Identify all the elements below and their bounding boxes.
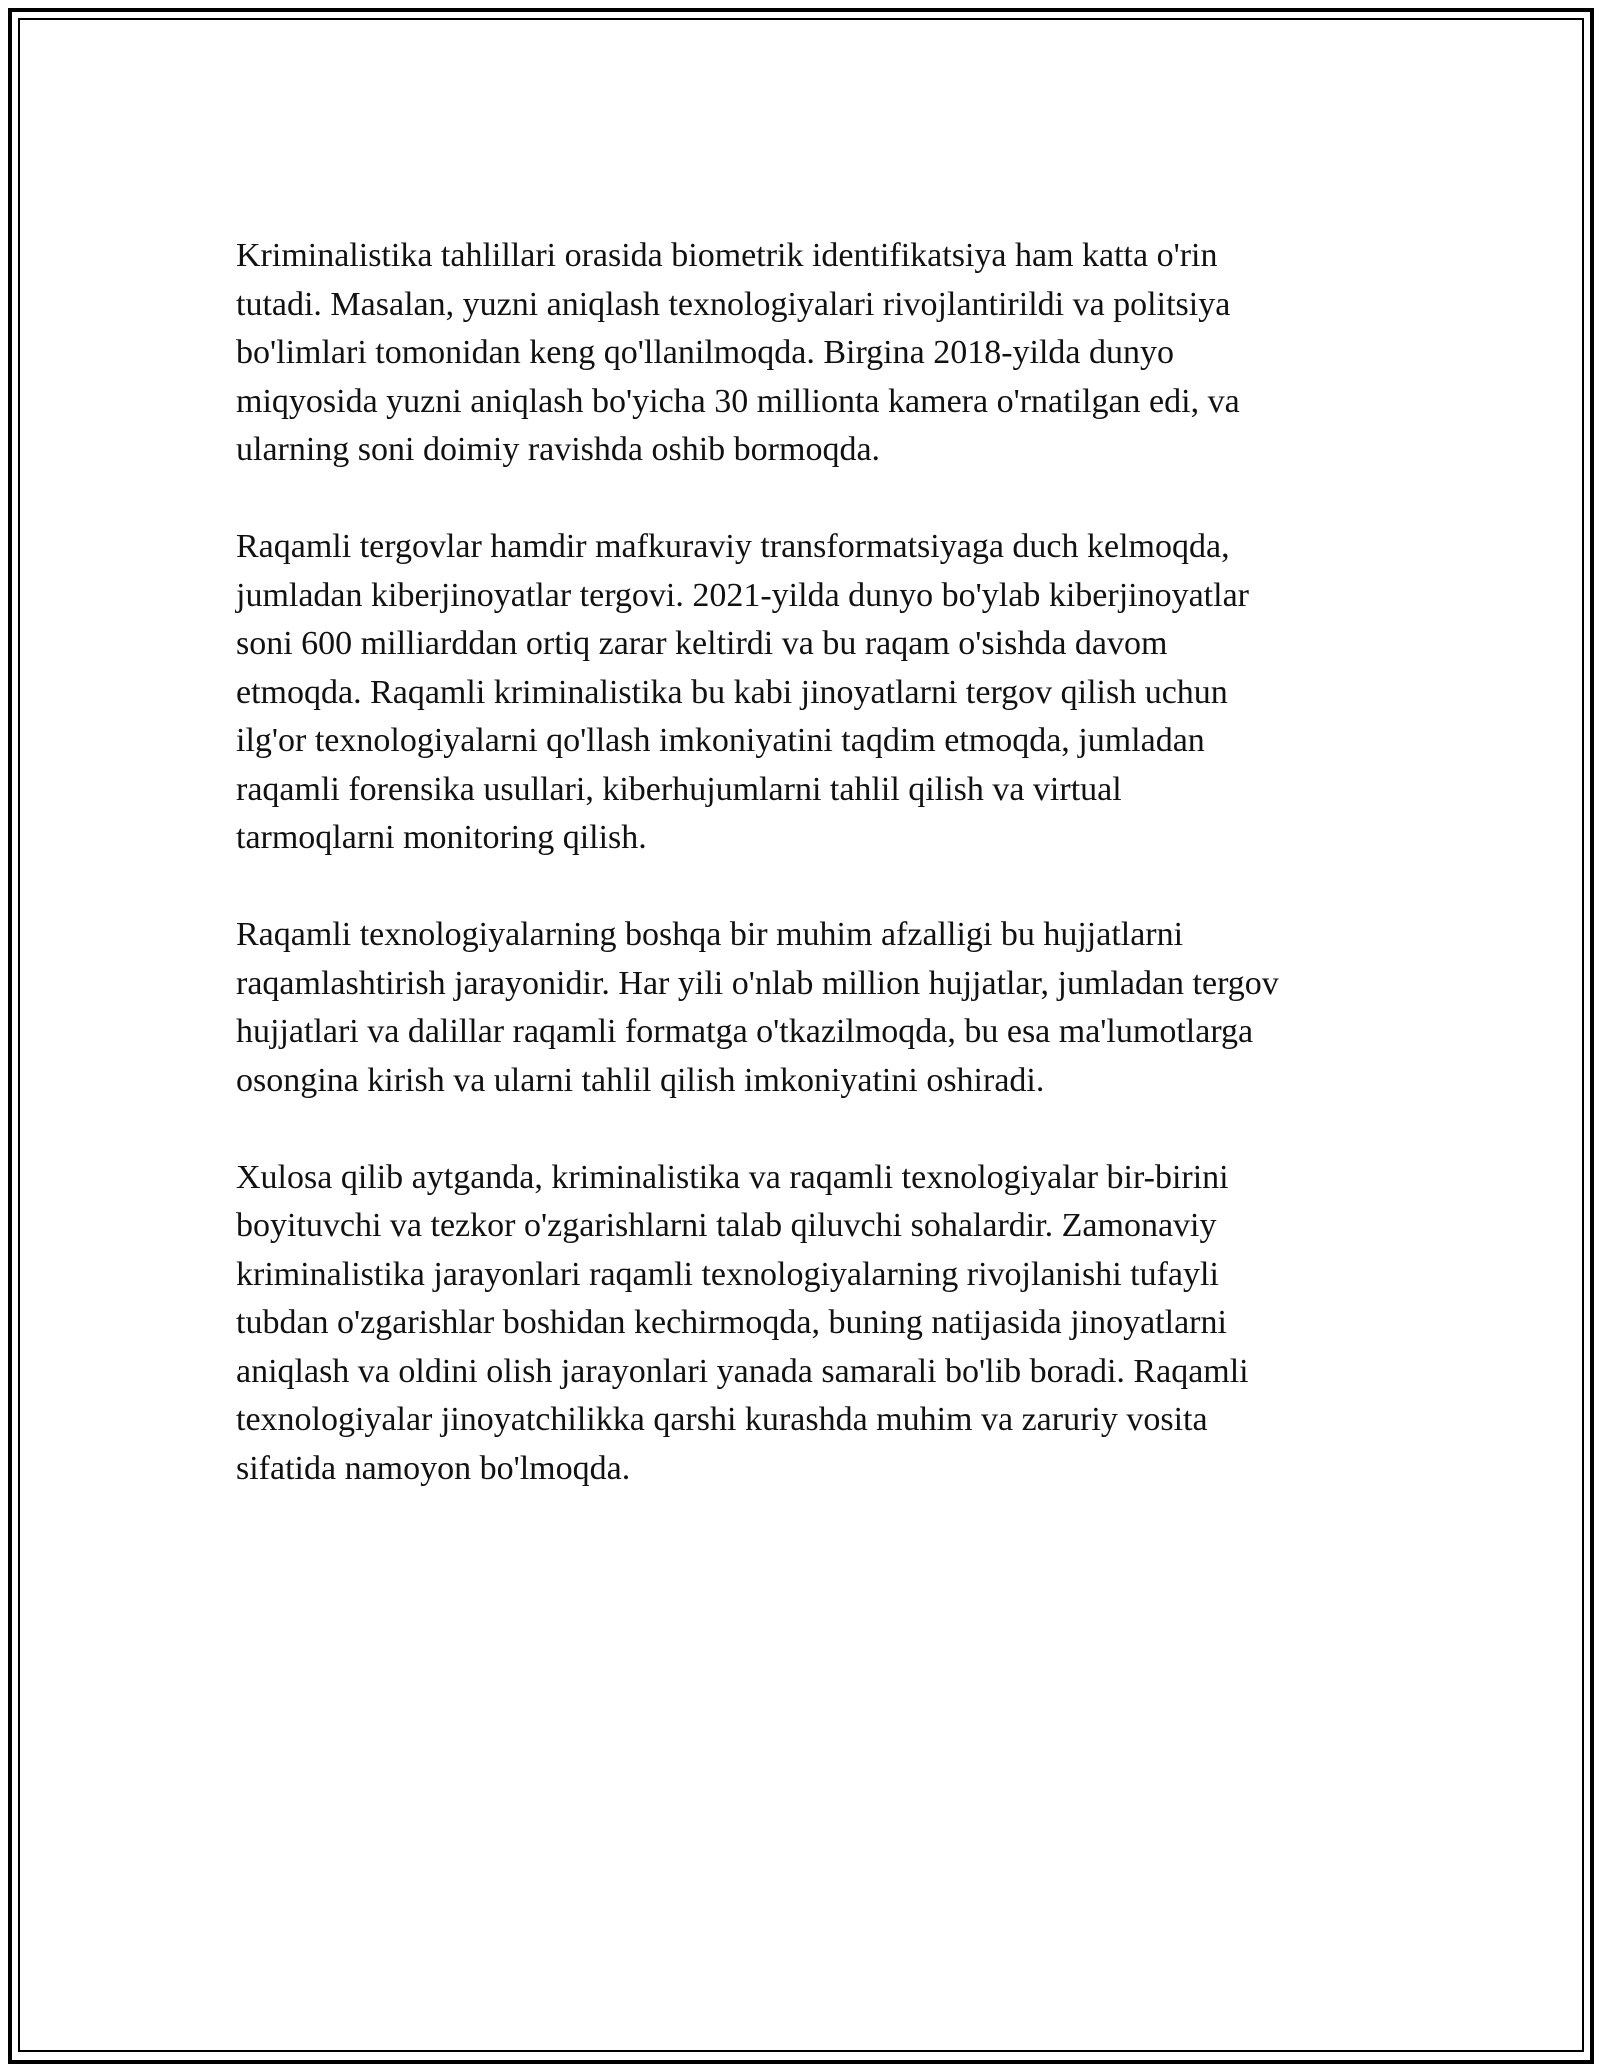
paragraph-digital-investigations	[236, 523, 1386, 863]
paragraph-conclusion	[236, 1154, 1386, 1494]
text-line: texnologiyalar jinoyatchilikka qarshi kurashda muhim va zaruriy vosita	[236, 1401, 1208, 1438]
text-line: bo'limlari tomonidan keng qo'llanilmoqda. Birgina 2018-yilda dunyo	[236, 334, 1175, 371]
paragraph-document-digitization	[236, 911, 1386, 1105]
text-line: hujjatlari va dalillar raqamli formatga o'tkazilmoqda, bu esa ma'lumotlarga	[236, 1013, 1254, 1050]
paragraph-biometric-identification	[236, 232, 1386, 475]
text-line: etmoqda. Raqamli kriminalistika bu kabi jinoyatlarni tergov qilish uchun	[236, 673, 1228, 711]
text-line: Raqamli tergovlar hamdir mafkuraviy transformatsiyaga duch kelmoqda,	[236, 528, 1230, 565]
text-line: boyituvchi va tezkor o'zgarishlarni talab qiluvchi sohalardir. Zamonaviy	[236, 1207, 1217, 1244]
text-line: tubdan o'zgarishlar boshidan kechirmoqda, buning natijasida jinoyatlarni	[236, 1304, 1227, 1341]
text-line: ularning soni doimiy ravishda oshib bormoqda.	[236, 431, 881, 468]
text-line: aniqlash va oldini olish jarayonlari yanada samarali bo'lib boradi. Raqamli	[236, 1352, 1249, 1390]
text-line: raqamli forensika usullari, kiberhujumlarni tahlil qilish va virtual	[236, 770, 1122, 808]
text-line: sifatida namoyon bo'lmoqda.	[236, 1449, 631, 1487]
text-line: tarmoqlarni monitoring qilish.	[236, 819, 647, 856]
document-body	[236, 232, 1386, 1542]
text-line: raqamlashtirish jarayonidir. Har yili o'nlab million hujjatlar, jumladan tergov	[236, 964, 1279, 1002]
text-line: jumladan kiberjinoyatlar tergovi. 2021-yilda dunyo bo'ylab kiberjinoyatlar	[236, 576, 1249, 614]
text-line: miqyosida yuzni aniqlash bo'yicha 30 millionta kamera o'rnatilgan edi, va	[236, 382, 1240, 420]
text-line: kriminalistika jarayonlari raqamli texnologiyalarning rivojlanishi tufayli	[236, 1255, 1219, 1293]
text-line: Raqamli texnologiyalarning boshqa bir muhim afzalligi bu hujjatlarni	[236, 916, 1184, 953]
text-line: Kriminalistika tahlillari orasida biometrik identifikatsiya ham katta o'rin	[236, 237, 1218, 274]
text-line: soni 600 milliarddan ortiq zarar keltirdi va bu raqam o'sishda davom	[236, 625, 1168, 662]
text-line: tutadi. Masalan, yuzni aniqlash texnologiyalari rivojlantirildi va politsiya	[236, 285, 1231, 323]
text-line: Xulosa qilib aytganda, kriminalistika va raqamli texnologiyalar bir-birini	[236, 1158, 1229, 1196]
text-line: osongina kirish va ularni tahlil qilish imkoniyatini oshiradi.	[236, 1061, 1045, 1099]
text-line: ilg'or texnologiyalarni qo'llash imkoniyatini taqdim etmoqda, jumladan	[236, 722, 1205, 759]
